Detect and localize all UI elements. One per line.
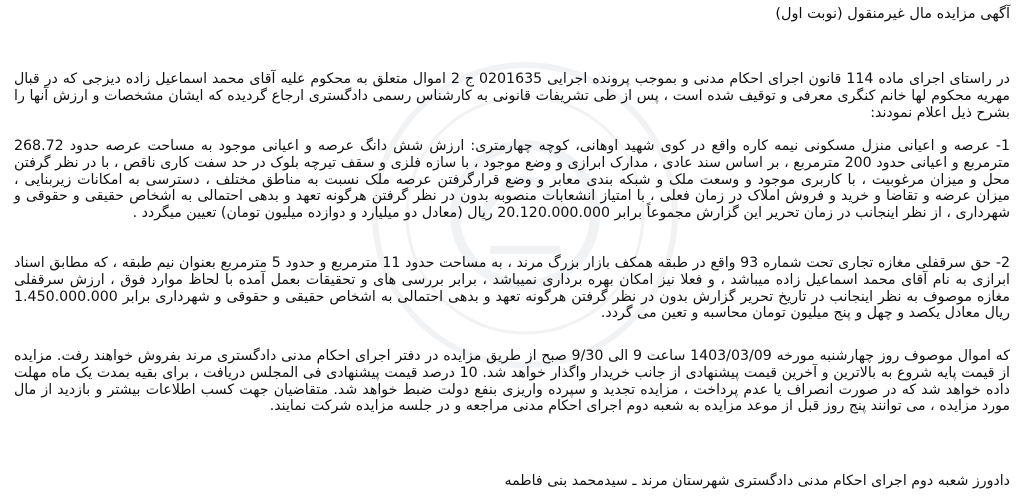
auction-terms-paragraph: که اموال موصوف روز چهارشنبه مورخه 1403/03/09 ساعت 9 الی 9/30 صبح از طریق مزایده در دفتر اجرای احکام مدنی دادگستری مرند بفروش خواهند رفت. مزایده از قیمت پایه شروع به بالاترین و آخرین قیمت پیشنهادی از جانب خریدار واگذار خواهد شد. 10 درصد قیمت پیشنهادی فی المجلس دریافت ، برای بقیه بمدت یک ماه مهلت داده خواهد شد که در صورت انصراف یا عدم پرداخت ، مزایده تجدید و سپرده واریزی بنفع دولت ضبط خواهد شد. متقاضیان جهت کسب اطلاعات بیشتر و بازدید از مال مورد مزایده ، می توانند پنج روز قبل از موعد مزایده به شعبه دوم اجرای احکام مدنی مراجعه و در جلسه مزایده شرکت نمایند. [14,348,1010,415]
item-2-shop-key-money: 2- حق سرقفلی مغازه تجاری تحت شماره 93 واقع در طبقه همکف بازار بزرگ مرند ، به مساحت حدود 11 مترمربع و حدود 5 مترمربع بعنوان نیم طبقه ، که مطابق اسناد ابرازی به نام آقای محمد اسماعیل زاده میباشد ، و فعلا نیز امکان بهره برداری نمیباشد ، برابر بررسی های و تحقیقات بعمل آمده با لحاظ موارد فوق ، ارزش سرقفلی مغازه موصوف به نظر اینجانب در تاریخ تحریر گزارش بدون در نظر گرفتن هرگونه تعهد و بدهی احتمالی به اشخاص حقیقی و حقوقی و شهرداری برابر 1.450.000.000 ریال معادل یکصد و چهل و پنج میلیون تومان محاسبه و تعین می گردد. [14,255,1010,322]
notice-title: آگهی مزایده مال غیرمنقول (نوبت اول) [775,6,1010,22]
intro-paragraph: در راستای اجرای ماده 114 قانون اجرای احکام مدنی و بموجب پرونده اجرایی 0201635 ج 2 اموال متعلق به محکوم علیه آقای محمد اسماعیل زاده دیزجی که در قبال مهریه محکوم لها خانم کنگری معرفی و توقیف شده است ، پس از طی تشریفات قانونی به کارشناس رسمی دادگستری ارجاع گردیده که ایشان مشخصات و ارزش آنها را بشرح ذیل اعلام نمودند: [14,71,1010,121]
signature-line: دادورز شعبه دوم اجرای احکام مدنی دادگستری شهرستان مرند ـ سیدمحمد بنی فاطمه [504,473,1010,489]
item-1-residential-property: 1- عرصه و اعیانی منزل مسکونی نیمه کاره واقع در کوی شهید اوهانی، کوچه چهارمتری: ارزش شش دانگ عرصه و اعیانی موجود به مساحت عرصه حدود 268.72 مترمربع و اعیانی حدود 200 مترمربع ، بر اساس سند عادی ، مدارک ابرازی و وضع موجود ، با سازه فلزی و سقف تیرچه بلوک در حد سفت کاری ناقص ، با در نظر گرفتن محل و میزان مرغوبیت ، با کاربری موجود و وسعت ملک و شبکه بندی معابر و وضع قرارگرفتن عرصه ملک نسبت به مناطق مختلف ، دسترسی به امکانات زیربنایی ، میزان عرضه و تقاضا و خرید و فروش املاک در زمان فعلی ، با امتیاز انشعابات منصوبه بدون در نظر گرفتن هرگونه تعهد و بدهی احتمالی به اشخاص حقیقی و حقوقی و شهرداری ، از نظر اینجانب در زمان تحریر این گزارش مجموعاً برابر 20.120.000.000 ریال (معادل دو میلیارد و دوازده میلیون تومان) تعیین میگردد . [14,138,1010,222]
